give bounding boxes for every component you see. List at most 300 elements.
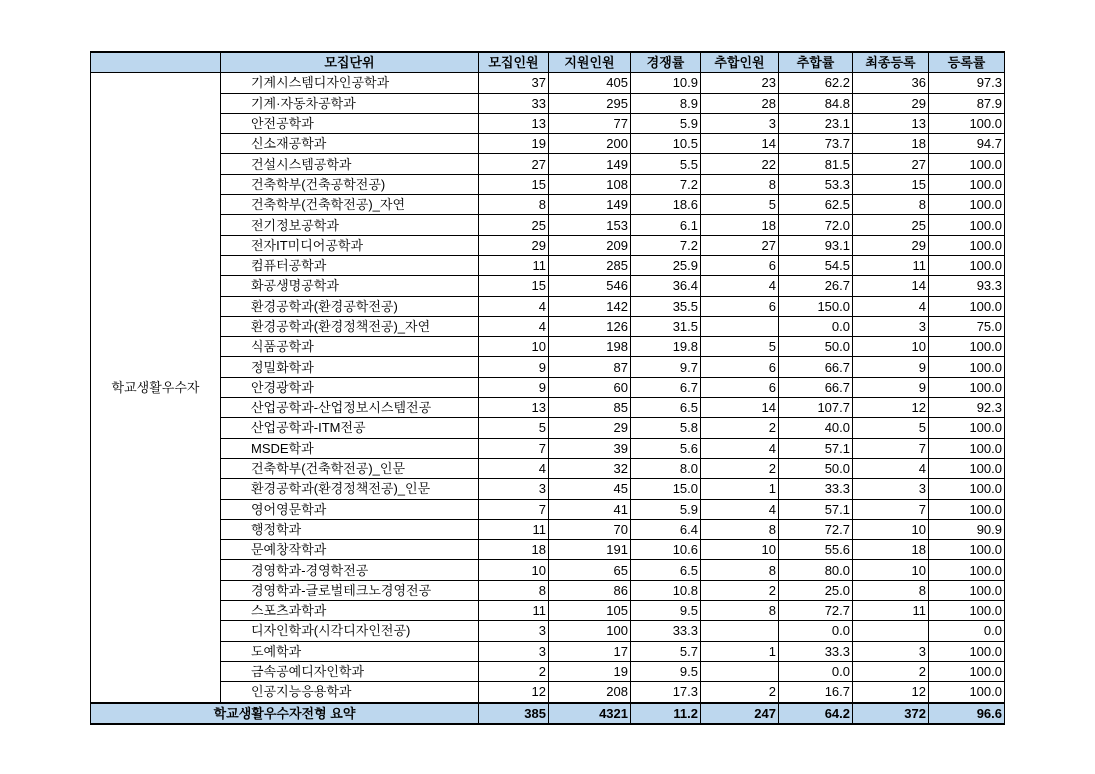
cell-enrollment-rate: 100.0	[929, 661, 1005, 681]
cell-unit: 경영학과-글로벌테크노경영전공	[221, 580, 479, 600]
cell-additional-admits: 2	[701, 458, 779, 478]
cell-applicants: 60	[549, 377, 631, 397]
cell-competition-rate: 5.9	[631, 499, 701, 519]
cell-applicants: 70	[549, 519, 631, 539]
cell-additional-admits: 2	[701, 418, 779, 438]
cell-final-enrolled: 12	[853, 682, 929, 703]
cell-applicants: 85	[549, 398, 631, 418]
table-row	[91, 418, 1005, 438]
table-row	[91, 255, 1005, 275]
cell-additional-rate: 26.7	[779, 276, 853, 296]
cell-applicants: 209	[549, 235, 631, 255]
cell-additional-admits: 8	[701, 601, 779, 621]
cell-unit: 화공생명공학과	[221, 276, 479, 296]
cell-unit: 금속공예디자인학과	[221, 661, 479, 681]
cell-unit: 신소재공학과	[221, 134, 479, 154]
cell-quota: 18	[479, 540, 549, 560]
cell-enrollment-rate: 90.9	[929, 519, 1005, 539]
header-additional-rate: 추합률	[779, 52, 853, 73]
cell-competition-rate: 6.1	[631, 215, 701, 235]
cell-additional-admits: 28	[701, 93, 779, 113]
table-row	[91, 377, 1005, 397]
cell-applicants: 29	[549, 418, 631, 438]
header-competition-rate: 경쟁률	[631, 52, 701, 73]
cell-final-enrolled: 25	[853, 215, 929, 235]
cell-enrollment-rate: 100.0	[929, 540, 1005, 560]
cell-final-enrolled: 7	[853, 438, 929, 458]
cell-additional-rate: 0.0	[779, 621, 853, 641]
cell-unit: 전기정보공학과	[221, 215, 479, 235]
cell-enrollment-rate: 100.0	[929, 357, 1005, 377]
cell-competition-rate: 7.2	[631, 174, 701, 194]
cell-unit: 건축학부(건축학전공)_인문	[221, 458, 479, 478]
cell-unit: 건축학부(건축학전공)_자연	[221, 195, 479, 215]
cell-additional-rate: 57.1	[779, 499, 853, 519]
summary-enrollment-rate: 96.6	[929, 703, 1005, 724]
cell-additional-rate: 62.5	[779, 195, 853, 215]
table-row	[91, 174, 1005, 194]
table-row	[91, 93, 1005, 113]
cell-additional-admits: 4	[701, 499, 779, 519]
cell-final-enrolled	[853, 621, 929, 641]
cell-additional-rate: 81.5	[779, 154, 853, 174]
cell-quota: 4	[479, 316, 549, 336]
cell-unit: 기계·자동차공학과	[221, 93, 479, 113]
cell-competition-rate: 5.9	[631, 113, 701, 133]
cell-unit: 환경공학과(환경정책전공)_자연	[221, 316, 479, 336]
cell-enrollment-rate: 100.0	[929, 296, 1005, 316]
table-row	[91, 215, 1005, 235]
cell-quota: 7	[479, 438, 549, 458]
cell-additional-admits: 14	[701, 398, 779, 418]
cell-quota: 15	[479, 174, 549, 194]
cell-final-enrolled: 36	[853, 73, 929, 93]
cell-additional-admits: 27	[701, 235, 779, 255]
cell-enrollment-rate: 100.0	[929, 499, 1005, 519]
table-row	[91, 195, 1005, 215]
cell-final-enrolled: 11	[853, 601, 929, 621]
cell-quota: 15	[479, 276, 549, 296]
cell-enrollment-rate: 100.0	[929, 479, 1005, 499]
cell-quota: 3	[479, 479, 549, 499]
header-row	[91, 52, 1005, 73]
cell-unit: 영어영문학과	[221, 499, 479, 519]
cell-unit: 경영학과-경영학전공	[221, 560, 479, 580]
cell-enrollment-rate: 0.0	[929, 621, 1005, 641]
cell-competition-rate: 10.5	[631, 134, 701, 154]
cell-additional-rate: 16.7	[779, 682, 853, 703]
table-row	[91, 398, 1005, 418]
cell-competition-rate: 8.9	[631, 93, 701, 113]
cell-applicants: 142	[549, 296, 631, 316]
header-enrollment-rate: 등록률	[929, 52, 1005, 73]
table-row	[91, 661, 1005, 681]
cell-applicants: 200	[549, 134, 631, 154]
cell-quota: 37	[479, 73, 549, 93]
summary-unit: 학교생활우수자전형 요약	[91, 703, 479, 724]
cell-additional-rate: 72.7	[779, 519, 853, 539]
cell-applicants: 149	[549, 154, 631, 174]
cell-applicants: 405	[549, 73, 631, 93]
table-row	[91, 601, 1005, 621]
table-row	[91, 154, 1005, 174]
header-unit: 모집단위	[221, 52, 479, 73]
cell-additional-rate: 72.0	[779, 215, 853, 235]
cell-quota: 12	[479, 682, 549, 703]
cell-additional-rate: 80.0	[779, 560, 853, 580]
cell-enrollment-rate: 100.0	[929, 641, 1005, 661]
cell-final-enrolled: 8	[853, 195, 929, 215]
cell-applicants: 153	[549, 215, 631, 235]
cell-enrollment-rate: 100.0	[929, 682, 1005, 703]
table-row	[91, 235, 1005, 255]
cell-unit: 식품공학과	[221, 337, 479, 357]
cell-quota: 29	[479, 235, 549, 255]
cell-enrollment-rate: 87.9	[929, 93, 1005, 113]
cell-quota: 9	[479, 377, 549, 397]
header-additional-admits: 추합인원	[701, 52, 779, 73]
cell-enrollment-rate: 100.0	[929, 235, 1005, 255]
cell-additional-admits	[701, 621, 779, 641]
cell-quota: 2	[479, 661, 549, 681]
cell-competition-rate: 5.6	[631, 438, 701, 458]
cell-competition-rate: 36.4	[631, 276, 701, 296]
cell-applicants: 285	[549, 255, 631, 275]
cell-additional-rate: 50.0	[779, 337, 853, 357]
header-final-enrolled: 최종등록	[853, 52, 929, 73]
cell-additional-rate: 84.8	[779, 93, 853, 113]
cell-quota: 10	[479, 337, 549, 357]
cell-final-enrolled: 29	[853, 93, 929, 113]
cell-final-enrolled: 4	[853, 296, 929, 316]
cell-additional-admits: 6	[701, 255, 779, 275]
cell-applicants: 191	[549, 540, 631, 560]
summary-competition-rate: 11.2	[631, 703, 701, 724]
cell-final-enrolled: 18	[853, 540, 929, 560]
cell-competition-rate: 8.0	[631, 458, 701, 478]
summary-final-enrolled: 372	[853, 703, 929, 724]
cell-quota: 9	[479, 357, 549, 377]
cell-quota: 33	[479, 93, 549, 113]
cell-applicants: 45	[549, 479, 631, 499]
cell-quota: 11	[479, 519, 549, 539]
cell-unit: 안경광학과	[221, 377, 479, 397]
header-quota: 모집인원	[479, 52, 549, 73]
cell-enrollment-rate: 100.0	[929, 458, 1005, 478]
cell-additional-rate: 0.0	[779, 661, 853, 681]
cell-final-enrolled: 3	[853, 641, 929, 661]
cell-competition-rate: 5.8	[631, 418, 701, 438]
cell-unit: 디자인학과(시각디자인전공)	[221, 621, 479, 641]
cell-additional-rate: 50.0	[779, 458, 853, 478]
table-row	[91, 560, 1005, 580]
cell-additional-admits: 10	[701, 540, 779, 560]
cell-competition-rate: 31.5	[631, 316, 701, 336]
cell-applicants: 149	[549, 195, 631, 215]
cell-quota: 8	[479, 580, 549, 600]
cell-final-enrolled: 29	[853, 235, 929, 255]
cell-applicants: 208	[549, 682, 631, 703]
summary-additional-rate: 64.2	[779, 703, 853, 724]
cell-additional-admits	[701, 661, 779, 681]
cell-unit: 컴퓨터공학과	[221, 255, 479, 275]
table-row	[91, 621, 1005, 641]
cell-applicants: 65	[549, 560, 631, 580]
cell-quota: 4	[479, 296, 549, 316]
table-row	[91, 540, 1005, 560]
cell-unit: 산업공학과-산업정보시스템전공	[221, 398, 479, 418]
summary-row	[91, 703, 1005, 724]
cell-unit: 스포츠과학과	[221, 601, 479, 621]
cell-unit: 산업공학과-ITM전공	[221, 418, 479, 438]
cell-unit: 도예학과	[221, 641, 479, 661]
cell-additional-rate: 66.7	[779, 377, 853, 397]
cell-additional-admits: 6	[701, 357, 779, 377]
cell-additional-admits	[701, 316, 779, 336]
cell-additional-admits: 3	[701, 113, 779, 133]
cell-enrollment-rate: 100.0	[929, 255, 1005, 275]
cell-competition-rate: 6.7	[631, 377, 701, 397]
cell-unit: 정밀화학과	[221, 357, 479, 377]
cell-additional-admits: 1	[701, 641, 779, 661]
cell-additional-rate: 150.0	[779, 296, 853, 316]
cell-competition-rate: 6.5	[631, 398, 701, 418]
cell-enrollment-rate: 100.0	[929, 174, 1005, 194]
cell-quota: 7	[479, 499, 549, 519]
cell-competition-rate: 35.5	[631, 296, 701, 316]
cell-competition-rate: 19.8	[631, 337, 701, 357]
cell-additional-rate: 33.3	[779, 641, 853, 661]
cell-enrollment-rate: 100.0	[929, 154, 1005, 174]
table-row	[91, 73, 1005, 93]
table-row	[91, 519, 1005, 539]
cell-additional-admits: 6	[701, 296, 779, 316]
cell-competition-rate: 5.5	[631, 154, 701, 174]
table-row	[91, 276, 1005, 296]
cell-additional-admits: 4	[701, 438, 779, 458]
cell-additional-admits: 8	[701, 560, 779, 580]
cell-additional-rate: 73.7	[779, 134, 853, 154]
cell-additional-admits: 23	[701, 73, 779, 93]
summary-additional-admits: 247	[701, 703, 779, 724]
cell-quota: 13	[479, 113, 549, 133]
cell-final-enrolled: 12	[853, 398, 929, 418]
table-row	[91, 113, 1005, 133]
cell-enrollment-rate: 100.0	[929, 601, 1005, 621]
cell-final-enrolled: 2	[853, 661, 929, 681]
cell-additional-admits: 2	[701, 580, 779, 600]
cell-quota: 10	[479, 560, 549, 580]
cell-additional-admits: 18	[701, 215, 779, 235]
cell-competition-rate: 15.0	[631, 479, 701, 499]
summary-quota: 385	[479, 703, 549, 724]
cell-quota: 19	[479, 134, 549, 154]
cell-additional-rate: 66.7	[779, 357, 853, 377]
cell-unit: 안전공학과	[221, 113, 479, 133]
cell-competition-rate: 25.9	[631, 255, 701, 275]
cell-final-enrolled: 18	[853, 134, 929, 154]
cell-enrollment-rate: 97.3	[929, 73, 1005, 93]
cell-applicants: 32	[549, 458, 631, 478]
cell-additional-rate: 62.2	[779, 73, 853, 93]
cell-final-enrolled: 13	[853, 113, 929, 133]
cell-additional-rate: 57.1	[779, 438, 853, 458]
cell-applicants: 19	[549, 661, 631, 681]
cell-applicants: 87	[549, 357, 631, 377]
cell-final-enrolled: 11	[853, 255, 929, 275]
cell-additional-admits: 22	[701, 154, 779, 174]
cell-final-enrolled: 15	[853, 174, 929, 194]
cell-additional-admits: 4	[701, 276, 779, 296]
cell-additional-rate: 40.0	[779, 418, 853, 438]
table-row	[91, 479, 1005, 499]
cell-additional-admits: 8	[701, 519, 779, 539]
table-row	[91, 357, 1005, 377]
cell-quota: 13	[479, 398, 549, 418]
cell-additional-rate: 107.7	[779, 398, 853, 418]
cell-final-enrolled: 9	[853, 357, 929, 377]
table-row	[91, 296, 1005, 316]
cell-enrollment-rate: 100.0	[929, 418, 1005, 438]
cell-quota: 11	[479, 601, 549, 621]
cell-final-enrolled: 10	[853, 337, 929, 357]
cell-enrollment-rate: 100.0	[929, 337, 1005, 357]
cell-enrollment-rate: 100.0	[929, 580, 1005, 600]
cell-competition-rate: 9.5	[631, 661, 701, 681]
cell-competition-rate: 33.3	[631, 621, 701, 641]
cell-unit: 문예창작학과	[221, 540, 479, 560]
cell-additional-rate: 25.0	[779, 580, 853, 600]
cell-quota: 3	[479, 621, 549, 641]
table-row	[91, 580, 1005, 600]
table-row	[91, 682, 1005, 703]
group-cell: 학교생활우수자	[91, 73, 221, 703]
cell-additional-admits: 1	[701, 479, 779, 499]
cell-enrollment-rate: 94.7	[929, 134, 1005, 154]
cell-additional-admits: 8	[701, 174, 779, 194]
cell-enrollment-rate: 92.3	[929, 398, 1005, 418]
cell-quota: 3	[479, 641, 549, 661]
cell-unit: 인공지능응용학과	[221, 682, 479, 703]
cell-enrollment-rate: 100.0	[929, 377, 1005, 397]
summary-applicants: 4321	[549, 703, 631, 724]
cell-additional-admits: 2	[701, 682, 779, 703]
cell-additional-rate: 53.3	[779, 174, 853, 194]
cell-competition-rate: 6.5	[631, 560, 701, 580]
cell-competition-rate: 18.6	[631, 195, 701, 215]
cell-competition-rate: 10.8	[631, 580, 701, 600]
cell-competition-rate: 5.7	[631, 641, 701, 661]
table-row	[91, 458, 1005, 478]
cell-quota: 4	[479, 458, 549, 478]
table-row	[91, 641, 1005, 661]
cell-enrollment-rate: 75.0	[929, 316, 1005, 336]
cell-additional-admits: 14	[701, 134, 779, 154]
cell-additional-rate: 23.1	[779, 113, 853, 133]
cell-enrollment-rate: 100.0	[929, 438, 1005, 458]
cell-competition-rate: 9.5	[631, 601, 701, 621]
cell-competition-rate: 9.7	[631, 357, 701, 377]
cell-applicants: 86	[549, 580, 631, 600]
cell-final-enrolled: 10	[853, 519, 929, 539]
cell-enrollment-rate: 93.3	[929, 276, 1005, 296]
cell-final-enrolled: 3	[853, 479, 929, 499]
header-applicants: 지원인원	[549, 52, 631, 73]
cell-quota: 25	[479, 215, 549, 235]
cell-applicants: 39	[549, 438, 631, 458]
cell-unit: 행정학과	[221, 519, 479, 539]
cell-final-enrolled: 8	[853, 580, 929, 600]
cell-quota: 8	[479, 195, 549, 215]
cell-unit: 전자IT미디어공학과	[221, 235, 479, 255]
cell-quota: 5	[479, 418, 549, 438]
cell-additional-rate: 33.3	[779, 479, 853, 499]
cell-enrollment-rate: 100.0	[929, 560, 1005, 580]
cell-final-enrolled: 10	[853, 560, 929, 580]
table-row	[91, 316, 1005, 336]
cell-applicants: 17	[549, 641, 631, 661]
cell-competition-rate: 7.2	[631, 235, 701, 255]
cell-final-enrolled: 4	[853, 458, 929, 478]
cell-additional-rate: 55.6	[779, 540, 853, 560]
cell-competition-rate: 17.3	[631, 682, 701, 703]
cell-final-enrolled: 9	[853, 377, 929, 397]
cell-unit: MSDE학과	[221, 438, 479, 458]
table-row	[91, 134, 1005, 154]
cell-unit: 건설시스템공학과	[221, 154, 479, 174]
cell-additional-admits: 5	[701, 195, 779, 215]
cell-unit: 기계시스템디자인공학과	[221, 73, 479, 93]
header-group	[91, 52, 221, 73]
cell-applicants: 105	[549, 601, 631, 621]
table-row	[91, 438, 1005, 458]
cell-final-enrolled: 7	[853, 499, 929, 519]
cell-additional-admits: 6	[701, 377, 779, 397]
cell-applicants: 126	[549, 316, 631, 336]
admissions-table	[90, 51, 1005, 725]
cell-enrollment-rate: 100.0	[929, 195, 1005, 215]
cell-competition-rate: 10.6	[631, 540, 701, 560]
cell-enrollment-rate: 100.0	[929, 113, 1005, 133]
table-row	[91, 499, 1005, 519]
cell-competition-rate: 6.4	[631, 519, 701, 539]
cell-unit: 건축학부(건축공학전공)	[221, 174, 479, 194]
cell-additional-rate: 72.7	[779, 601, 853, 621]
cell-additional-rate: 93.1	[779, 235, 853, 255]
cell-applicants: 108	[549, 174, 631, 194]
cell-competition-rate: 10.9	[631, 73, 701, 93]
cell-applicants: 546	[549, 276, 631, 296]
cell-final-enrolled: 3	[853, 316, 929, 336]
cell-final-enrolled: 5	[853, 418, 929, 438]
cell-applicants: 198	[549, 337, 631, 357]
cell-additional-rate: 54.5	[779, 255, 853, 275]
cell-applicants: 100	[549, 621, 631, 641]
cell-quota: 27	[479, 154, 549, 174]
cell-quota: 11	[479, 255, 549, 275]
cell-applicants: 41	[549, 499, 631, 519]
cell-additional-rate: 0.0	[779, 316, 853, 336]
cell-additional-admits: 5	[701, 337, 779, 357]
cell-enrollment-rate: 100.0	[929, 215, 1005, 235]
cell-final-enrolled: 14	[853, 276, 929, 296]
cell-unit: 환경공학과(환경공학전공)	[221, 296, 479, 316]
cell-unit: 환경공학과(환경정책전공)_인문	[221, 479, 479, 499]
cell-final-enrolled: 27	[853, 154, 929, 174]
cell-applicants: 77	[549, 113, 631, 133]
table-row	[91, 337, 1005, 357]
cell-applicants: 295	[549, 93, 631, 113]
